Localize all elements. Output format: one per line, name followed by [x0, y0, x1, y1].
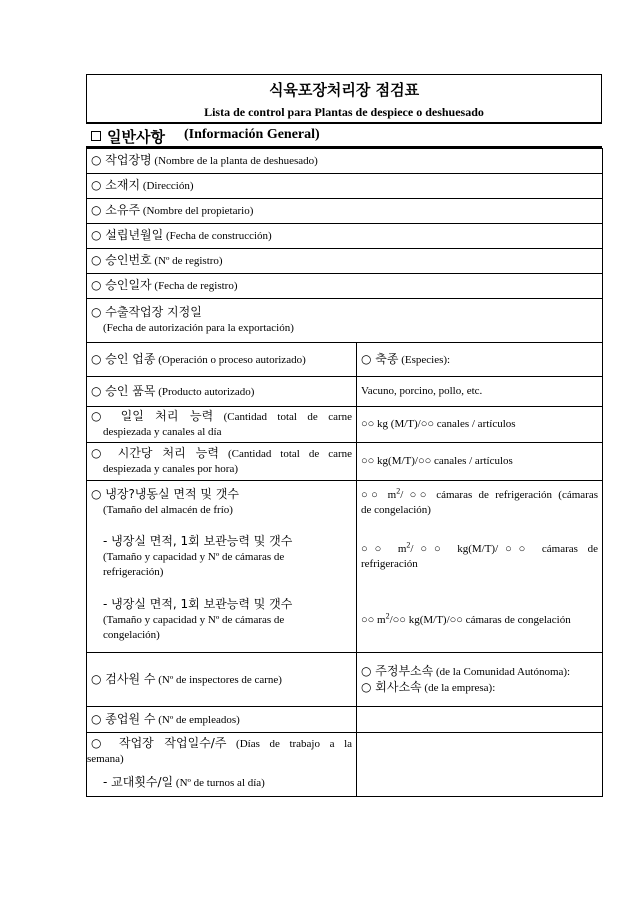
table-row [87, 149, 603, 174]
cell-hourly-capacity-value[interactable]: ○○ kg(M/T)/○○ canales / artículos [357, 443, 603, 481]
checkbox-square-icon [91, 131, 101, 141]
row-registration-number[interactable]: ○ 승인번호 (Nº de registro) [87, 249, 603, 274]
table-row [87, 224, 603, 249]
title-korean: 식육포장처리장 점검표 [268, 81, 420, 99]
table-row [87, 377, 603, 407]
table-row [87, 299, 603, 343]
table-row [87, 407, 603, 443]
cell-shifts-value[interactable] [357, 771, 603, 797]
cell-employees: ○ 종업원 수 (Nº de empleados) [87, 707, 357, 733]
cell-product-value[interactable]: Vacuno, porcino, pollo, etc. [357, 377, 603, 407]
table-row [87, 771, 603, 797]
cell-species[interactable]: ○ 축종 (Especies): [357, 343, 603, 377]
table-row [87, 525, 603, 589]
row-plant-name[interactable]: ○ 작업장명 (Nombre de la planta de deshuesado) [87, 149, 603, 174]
section-title-korean: 일반사항 [107, 128, 165, 146]
cell-hourly-capacity: ○ 시간당 처리 능력 (Cantidad total de carne despiezada y canales por hora) [87, 443, 357, 481]
document-header [86, 74, 602, 122]
row-construction-date[interactable]: ○ 설립년월일 (Fecha de construcción) [87, 224, 603, 249]
cell-authorized-operation: ○ 승인 업종 (Operación o proceso autorizado) [87, 343, 357, 377]
cell-employees-value[interactable] [357, 707, 603, 733]
cell-inspectors-value[interactable]: ○ 주정부소속 (de la Comunidad Autónoma): ○ 회사소속 (de la empresa): [357, 653, 603, 707]
cell-authorized-product: ○ 승인 품목 (Producto autorizado) [87, 377, 357, 407]
checklist-document [86, 74, 602, 797]
cell-daily-capacity: ○ 일일 처리 능력 (Cantidad total de carne despiezada y canales al día [87, 407, 357, 443]
table-row [87, 443, 603, 481]
table-row [87, 249, 603, 274]
row-registration-date[interactable]: ○ 승인일자 (Fecha de registro) [87, 274, 603, 299]
section-title-spanish: (Información General) [184, 127, 320, 142]
title-spanish: Lista de control para Plantas de despiece o deshuesado [204, 105, 484, 119]
cell-refrigeration-rooms-value[interactable]: ○○ $m^2/○○$ kg(M/T)/○○ cámaras de refrigeración [357, 525, 603, 589]
cell-refrigeration-rooms: - 냉장실 면적, 1회 보관능력 및 갯수 (Tamaño y capacidad y Nº de cámaras de refrigeración) [87, 525, 357, 589]
table-row [87, 174, 603, 199]
cell-shifts: - 교대횟수/일 (Nº de turnos al día) [87, 771, 357, 797]
table-row [87, 733, 603, 771]
general-info-table [86, 148, 603, 797]
table-row [87, 199, 603, 224]
table-row [87, 274, 603, 299]
cell-cold-storage-size: ○ 냉장?냉동실 면적 및 갯수 (Tamaño del almacén de frío) [87, 481, 357, 525]
row-owner[interactable]: ○ 소유주 (Nombre del propietario) [87, 199, 603, 224]
table-row [87, 653, 603, 707]
row-export-authorization-date[interactable]: ○ 수출작업장 지정일 (Fecha de autorización para la exportación) [87, 299, 603, 343]
cell-work-days: ○ 작업장 작업일수/주 (Días de trabajo a la semana) [87, 733, 357, 771]
table-row [87, 481, 603, 525]
cell-inspectors: ○ 검사원 수 (Nº de inspectores de carne) [87, 653, 357, 707]
cell-freezing-rooms: - 냉장실 면적, 1회 보관능력 및 갯수 (Tamaño y capacidad y Nº de cámaras de congelación) [87, 589, 357, 653]
table-row [87, 707, 603, 733]
cell-work-days-value[interactable] [357, 733, 603, 771]
table-row [87, 343, 603, 377]
table-row [87, 589, 603, 653]
cell-daily-capacity-value[interactable]: ○○ kg (M/T)/○○ canales / artículos [357, 407, 603, 443]
cell-freezing-rooms-value[interactable]: ○○ $m^2/○○$ kg(M/T)/○○ cámaras de congelación [357, 589, 603, 653]
row-address[interactable]: ○ 소재지 (Dirección) [87, 174, 603, 199]
cell-cold-storage-value[interactable]: ○○ $m^2/$ ○○ cámaras de refrigeración (cámaras de congelación) [357, 481, 603, 525]
section-general-info [86, 122, 602, 148]
